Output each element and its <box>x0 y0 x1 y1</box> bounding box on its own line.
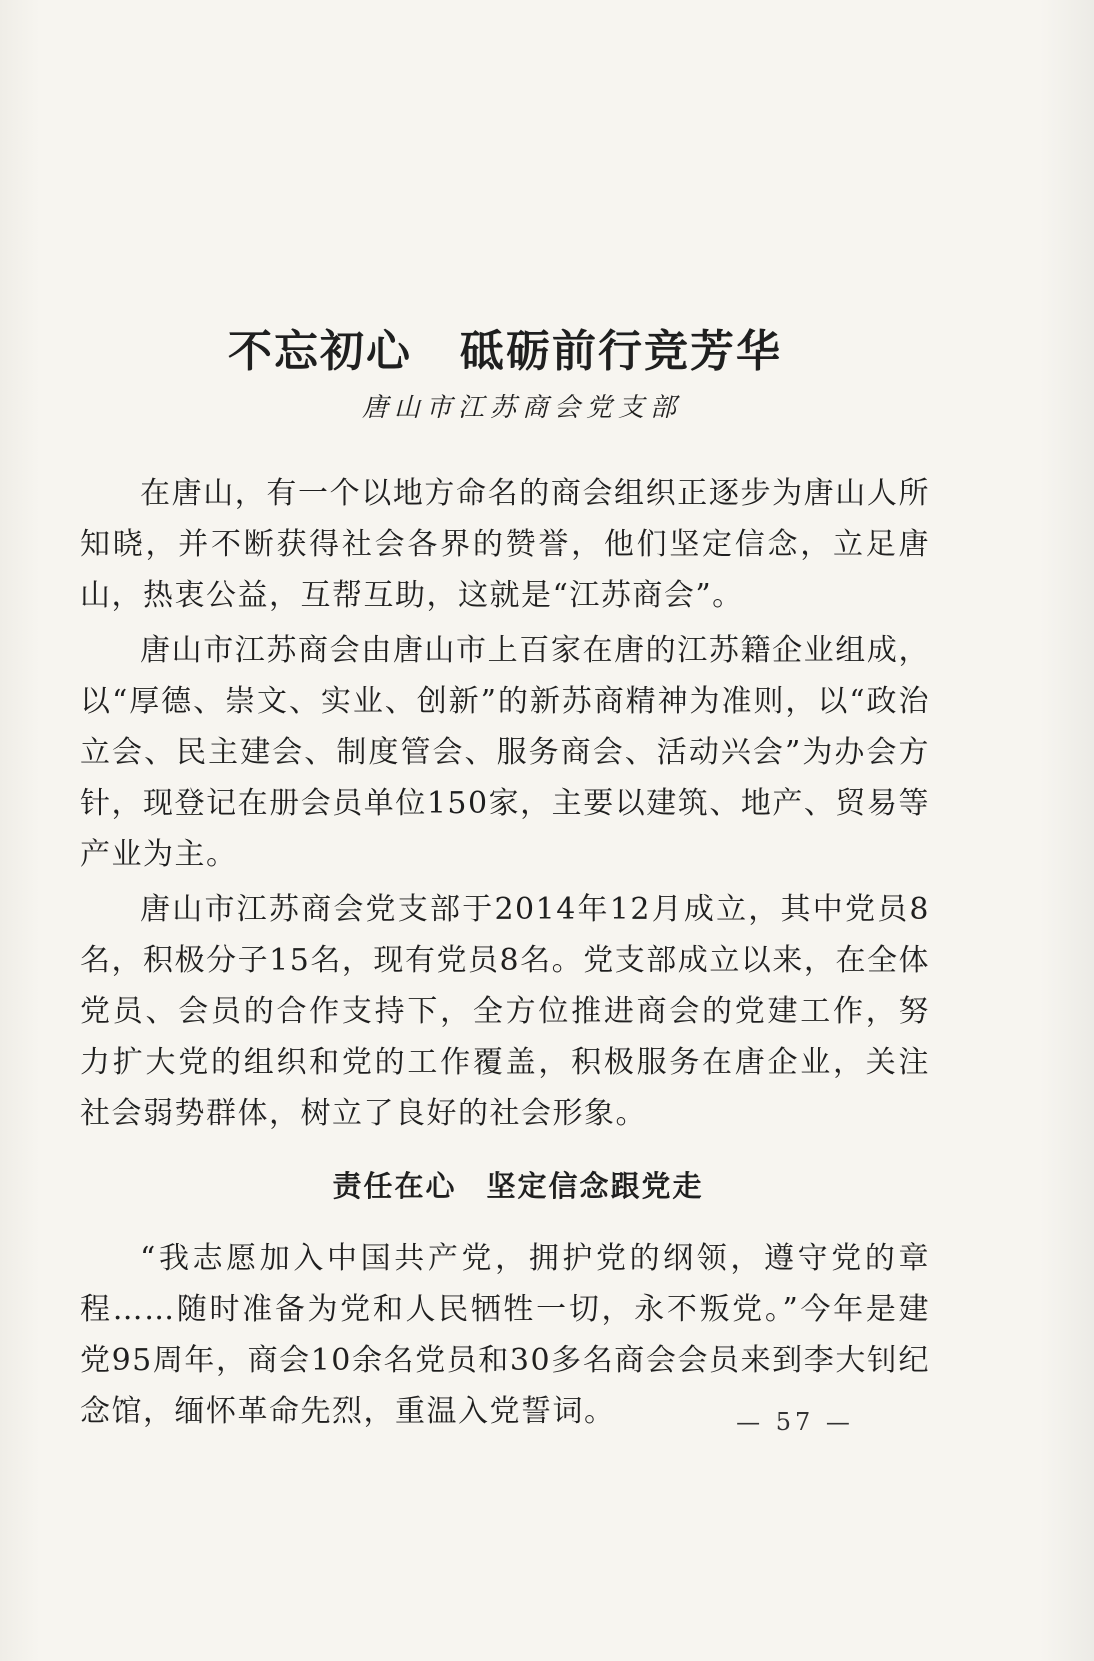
paragraph-1: 在唐山，有一个以地方命名的商会组织正逐步为唐山人所知晓，并不断获得社会各界的赞誉，他们坚定信念，立足唐山，热衷公益，互帮互助，这就是“江苏商会”。 <box>80 476 930 613</box>
section-heading <box>80 1161 930 1211</box>
page-number: — 57 — <box>736 1408 854 1436</box>
section-heading-part-1: 责任在心 <box>332 1169 457 1203</box>
paragraph-2: 唐山市江苏商会由唐山市上百家在唐的江苏籍企业组成，以“厚德、崇文、实业、创新”的新苏商精神为准则，以“政治立会、民主建会、制度管会、服务商会、活动兴会”为办会方针，现登记在册会员单位150家，主要以建筑、地产、贸易等产业为主。 <box>80 633 930 872</box>
article <box>80 320 930 1441</box>
article-body <box>80 468 930 1437</box>
article-author: 唐山市江苏商会党支部 <box>361 393 682 423</box>
title-part-1: 不忘初心 <box>228 326 412 377</box>
title-part-2: 砥砺前行竞芳华 <box>460 326 782 377</box>
section-heading-part-2: 坚定信念跟党走 <box>486 1169 704 1203</box>
article-title <box>80 320 930 384</box>
section-paragraph-1: “我志愿加入中国共产党，拥护党的纲领，遵守党的章程……随时准备为党和人民牺牲一切，永不叛党。”今年是建党95周年，商会10余名党员和30多名商会会员来到李大钊纪念馆，缅怀革命先烈，重温入党誓词。 <box>80 1241 930 1429</box>
paragraph-3: 唐山市江苏商会党支部于2014年12月成立，其中党员8名，积极分子15名，现有党员8名。党支部成立以来，在全体党员、会员的合作支持下，全方位推进商会的党建工作，努力扩大党的组织和党的工作覆盖，积极服务在唐企业，关注社会弱势群体，树立了良好的社会形象。 <box>80 892 930 1131</box>
